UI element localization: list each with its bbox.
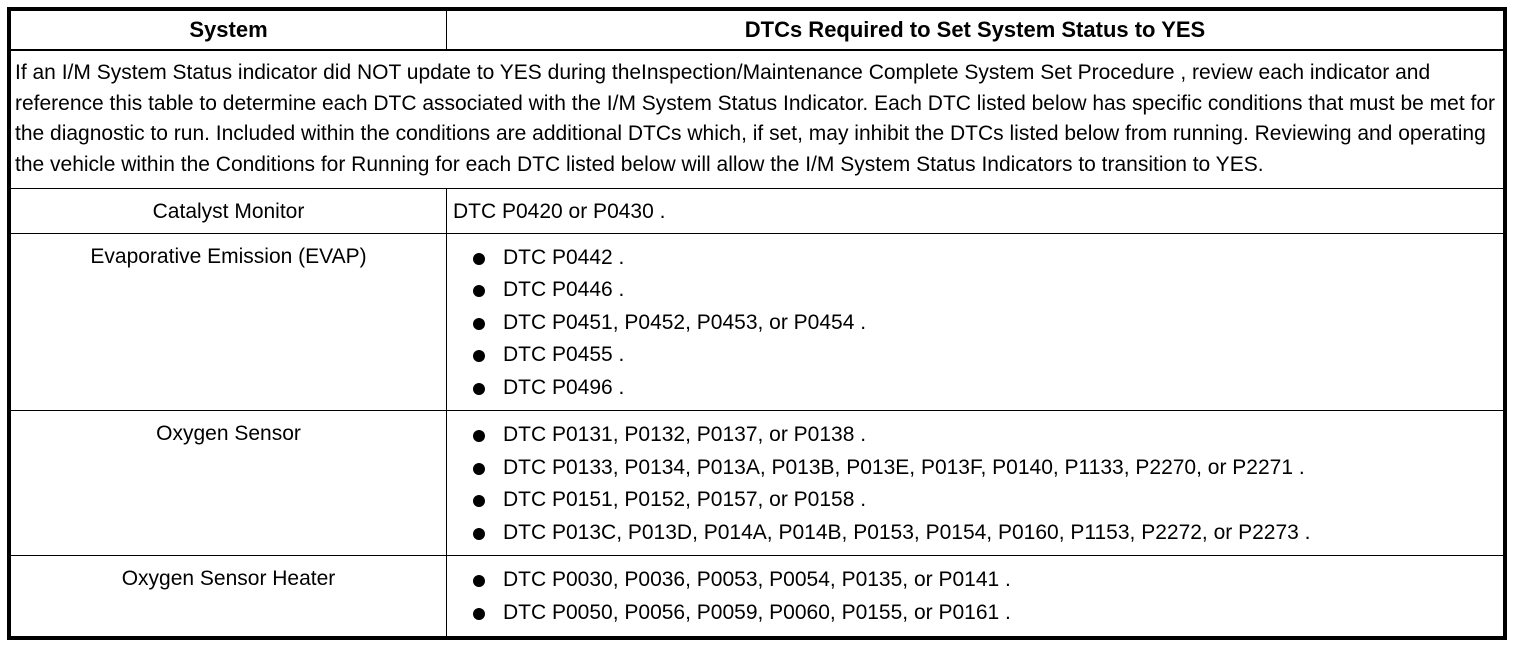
bullet-icon xyxy=(473,463,485,475)
bullet-icon xyxy=(473,608,485,620)
system-name: Oxygen Sensor xyxy=(11,411,447,556)
bullet-icon xyxy=(473,350,485,362)
bullet-icon xyxy=(473,528,485,540)
dtc-single: DTC P0420 or P0430 . xyxy=(447,188,1504,233)
dtc-list-cell xyxy=(447,411,1504,556)
table-row xyxy=(11,411,1504,556)
bullet-icon xyxy=(473,430,485,442)
list-item xyxy=(453,372,1495,405)
intro-row xyxy=(11,50,1504,188)
dtc-text: DTC P0030, P0036, P0053, P0054, P0135, or P0141 . xyxy=(503,568,1011,592)
bullet-icon xyxy=(473,495,485,507)
dtc-text: DTC P0050, P0056, P0059, P0060, P0155, or P0161 . xyxy=(503,600,1011,624)
bullet-icon xyxy=(473,318,485,330)
dtc-list xyxy=(453,564,1495,629)
bullet-icon xyxy=(473,285,485,297)
bullet-icon xyxy=(473,575,485,587)
table-row xyxy=(11,188,1504,233)
system-name: Evaporative Emission (EVAP) xyxy=(11,233,447,411)
list-item xyxy=(453,419,1495,452)
system-name: Catalyst Monitor xyxy=(11,188,447,233)
list-item xyxy=(453,452,1495,485)
dtc-table xyxy=(10,10,1504,637)
dtc-text: DTC P013C, P013D, P014A, P014B, P0153, P0154, P0160, P1153, P2272, or P2273 . xyxy=(503,520,1311,544)
intro-text: If an I/M System Status indicator did NOT update to YES during theInspection/Maintenance Complete System Set Procedure , review each indicator and reference this table to determine each DTC associated with the I/M System Status Indicator. Each DTC listed below has specific conditions that must be met for the diagnostic to run. Included within the conditions are additional DTCs which, if set, may inhibit the DTCs listed below from running. Reviewing and operating the vehicle within the Conditions for Running for each DTC listed below will allow the I/M System Status Indicators to transition to YES. xyxy=(11,50,1504,188)
dtc-list-cell xyxy=(447,233,1504,411)
dtc-list-cell xyxy=(447,556,1504,637)
list-item xyxy=(453,517,1495,550)
dtc-list xyxy=(453,242,1495,405)
dtc-text: DTC P0442 . xyxy=(503,245,625,269)
dtc-text: DTC P0133, P0134, P013A, P013B, P013E, P013F, P0140, P1133, P2270, or P2271 . xyxy=(503,455,1305,479)
table-header-row xyxy=(11,11,1504,51)
list-item xyxy=(453,307,1495,340)
list-item xyxy=(453,242,1495,275)
dtc-text: DTC P0496 . xyxy=(503,375,625,399)
list-item xyxy=(453,597,1495,630)
system-name: Oxygen Sensor Heater xyxy=(11,556,447,637)
list-item xyxy=(453,274,1495,307)
dtc-table-frame xyxy=(7,7,1507,640)
dtc-text: DTC P0451, P0452, P0453, or P0454 . xyxy=(503,310,867,334)
table-row xyxy=(11,556,1504,637)
list-item xyxy=(453,339,1495,372)
bullet-icon xyxy=(473,253,485,265)
table-row xyxy=(11,233,1504,411)
bullet-icon xyxy=(473,383,485,395)
dtc-text: DTC P0446 . xyxy=(503,278,625,302)
dtc-text: DTC P0151, P0152, P0157, or P0158 . xyxy=(503,488,867,512)
dtc-text: DTC P0455 . xyxy=(503,343,625,367)
header-dtcs: DTCs Required to Set System Status to YES xyxy=(447,11,1504,51)
list-item xyxy=(453,484,1495,517)
dtc-list xyxy=(453,419,1495,549)
dtc-text: DTC P0131, P0132, P0137, or P0138 . xyxy=(503,423,867,447)
header-system: System xyxy=(11,11,447,51)
list-item xyxy=(453,564,1495,597)
